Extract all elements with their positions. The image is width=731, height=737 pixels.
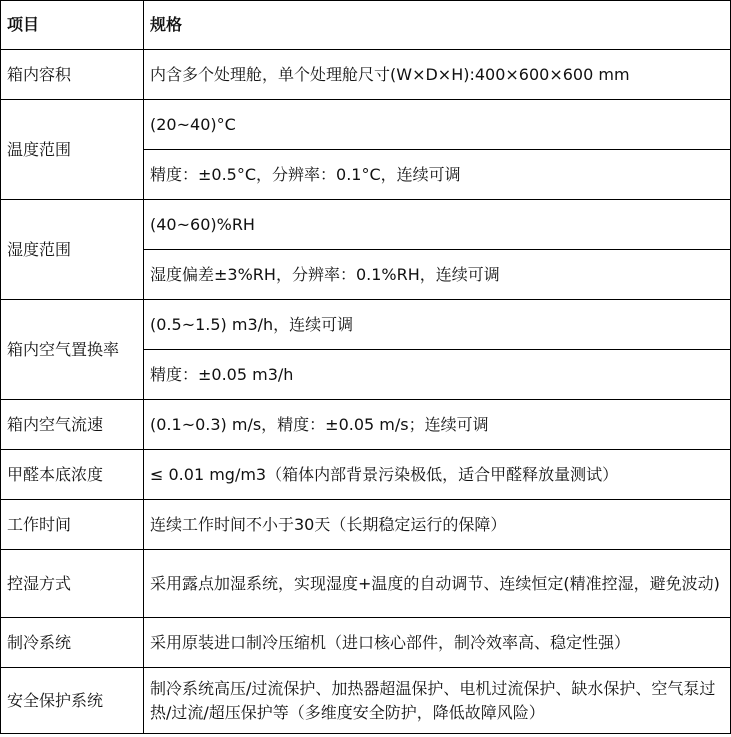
row-label: 控湿方式 <box>1 550 144 618</box>
row-value: 采用露点加湿系统，实现湿度+温度的自动调节、连续恒定(精准控湿，避免波动) <box>144 550 731 618</box>
table-row <box>1 50 731 100</box>
row-label: 箱内空气流速 <box>1 400 144 450</box>
row-label: 制冷系统 <box>1 618 144 668</box>
table-row <box>1 550 731 618</box>
row-value: 湿度偏差±3%RH，分辨率：0.1%RH，连续可调 <box>144 250 731 300</box>
table-row <box>1 450 731 500</box>
table-row <box>1 100 731 150</box>
table-row <box>1 668 731 734</box>
row-value: 内含多个处理舱，单个处理舱尺寸(W×D×H):400×600×600 mm <box>144 50 731 100</box>
row-value: (20~40)°C <box>144 100 731 150</box>
row-label: 安全保护系统 <box>1 668 144 734</box>
table-row <box>1 300 731 350</box>
table-header-row <box>1 1 731 50</box>
row-value: 制冷系统高压/过流保护、加热器超温保护、电机过流保护、缺水保护、空气泵过热/过流/超压保护等（多维度安全防护，降低故障风险） <box>144 668 731 734</box>
row-value: 连续工作时间不小于30天（长期稳定运行的保障） <box>144 500 731 550</box>
header-spec: 规格 <box>144 1 731 50</box>
row-label: 甲醛本底浓度 <box>1 450 144 500</box>
row-value: 采用原装进口制冷压缩机（进口核心部件，制冷效率高、稳定性强） <box>144 618 731 668</box>
table-row <box>1 500 731 550</box>
table-row <box>1 200 731 250</box>
row-label: 箱内容积 <box>1 50 144 100</box>
table-row <box>1 618 731 668</box>
row-value: (40~60)%RH <box>144 200 731 250</box>
row-value: 精度：±0.05 m3/h <box>144 350 731 400</box>
row-value: (0.1~0.3) m/s，精度：±0.05 m/s；连续可调 <box>144 400 731 450</box>
header-item: 项目 <box>1 1 144 50</box>
row-value: 精度：±0.5°C，分辨率：0.1°C，连续可调 <box>144 150 731 200</box>
row-label: 箱内空气置换率 <box>1 300 144 400</box>
table-row <box>1 400 731 450</box>
row-label: 湿度范围 <box>1 200 144 300</box>
row-value: (0.5~1.5) m3/h，连续可调 <box>144 300 731 350</box>
row-label: 工作时间 <box>1 500 144 550</box>
row-label: 温度范围 <box>1 100 144 200</box>
row-value: ≤ 0.01 mg/m3（箱体内部背景污染极低，适合甲醛释放量测试） <box>144 450 731 500</box>
